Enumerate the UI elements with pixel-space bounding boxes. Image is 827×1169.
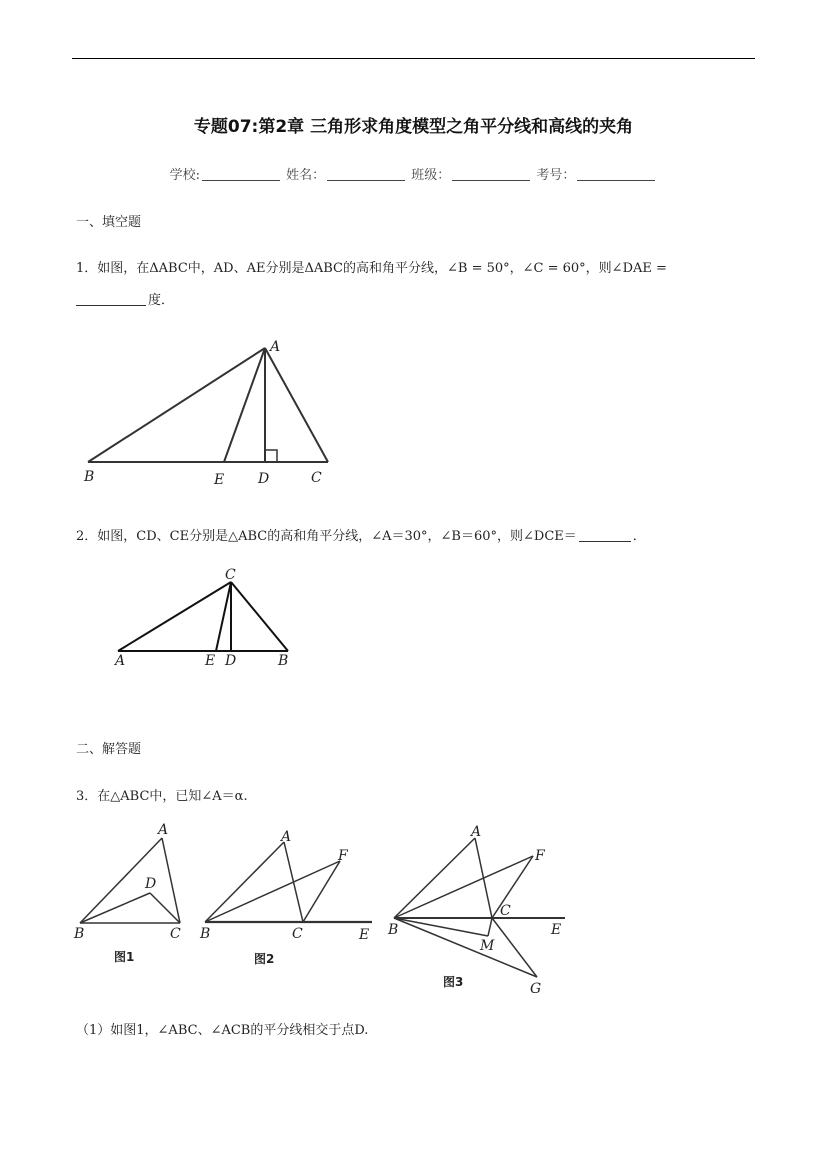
school-label: 学校: xyxy=(169,168,200,183)
q3-fig3-label-b: B xyxy=(388,922,399,938)
q3-fig3-label-g: G xyxy=(530,981,542,997)
q3-fig3-label-m: M xyxy=(480,938,495,954)
q3-fig2-label-e: E xyxy=(359,927,370,943)
section2-heading: 二、解答题 xyxy=(76,742,142,757)
q3-fig3-label-f: F xyxy=(535,848,545,864)
class-label: 班级： xyxy=(411,168,451,183)
q1-label-e: E xyxy=(214,472,225,488)
q2-text: 2．如图，CD、CE分别是△ABC的高和角平分线，∠A＝30°，∠B＝60°，则∠DCE＝ xyxy=(76,529,577,544)
q2-label-b: B xyxy=(278,653,289,669)
q2-text-end: ． xyxy=(632,529,646,544)
q2-label-d: D xyxy=(225,653,237,669)
q3-fig1-caption: 图1 xyxy=(114,950,135,964)
q2-label-e: E xyxy=(205,653,216,669)
section1-heading: 一、填空题 xyxy=(76,215,142,230)
q3-fig1 xyxy=(80,838,180,923)
q3-fig2-label-f: F xyxy=(338,848,348,864)
q3-fig2-label-a: A xyxy=(281,829,292,845)
q3-text: 3．在△ABC中，已知∠A＝α. xyxy=(76,789,248,804)
q3-fig1-label-a: A xyxy=(158,822,169,838)
q3-fig2-label-b: B xyxy=(200,926,211,942)
q2-label-a: A xyxy=(115,653,126,669)
q3-fig2-caption: 图2 xyxy=(254,952,275,966)
page-title: 专题07:第2章 三角形求角度模型之角平分线和高线的夹角 xyxy=(193,117,634,137)
name-label: 姓名： xyxy=(286,168,326,183)
q3-fig3-label-e: E xyxy=(551,922,562,938)
q3-fig3-label-c: C xyxy=(500,903,511,919)
q3-fig1-label-c: C xyxy=(170,926,181,942)
q1-label-c: C xyxy=(311,470,322,486)
q3-sub1: （1）如图1，∠ABC、∠ACB的平分线相交于点D. xyxy=(76,1023,369,1038)
q3-fig3-caption: 图3 xyxy=(443,975,464,989)
q2-label-c: C xyxy=(225,567,236,583)
q1-text: 1．如图，在ΔABC中，AD、AE分别是ΔABC的高和角平分线，∠B = 50°，∠C = 60°，则∠DAE = xyxy=(76,261,667,276)
exam-no-label: 考号： xyxy=(536,168,576,183)
q3-fig2-label-c: C xyxy=(292,926,303,942)
q3-fig3-label-a: A xyxy=(471,824,482,840)
q3-fig1-label-b: B xyxy=(74,926,85,942)
q1-label-b: B xyxy=(84,469,95,485)
q1-label-a: A xyxy=(270,339,281,355)
q1-label-d: D xyxy=(258,471,270,487)
q1-unit: 度． xyxy=(148,293,175,308)
q3-fig1-label-d: D xyxy=(145,876,157,892)
